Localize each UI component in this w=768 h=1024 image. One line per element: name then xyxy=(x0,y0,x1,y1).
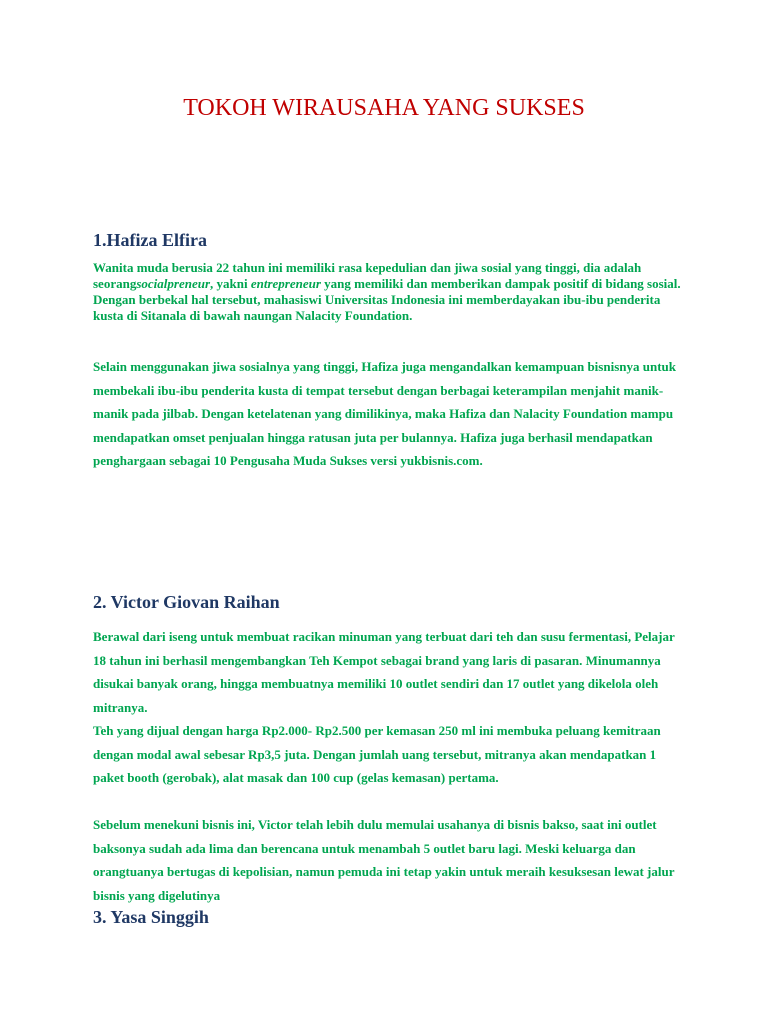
victor-paragraph-1: Berawal dari iseng untuk membuat racikan minuman yang terbuat dari teh dan susu fermentasi, Pelajar 18 tahun ini berhasil mengembangkan Teh Kempot sebagai brand yang laris di pasaran. Minumannya disukai banyak orang, hingga membuatnya memiliki 10 outlet sendiri dan 17 outlet yang dikelola oleh mitranya. xyxy=(93,629,675,715)
hafiza-paragraph-2: Selain menggunakan jiwa sosialnya yang tinggi, Hafiza juga mengandalkan kemampuan bisnisnya untuk membekali ibu-ibu penderita kusta di tempat tersebut dengan berbagai keterampilan menjahit manik-manik pada jilbab. Dengan ketelatenan yang dimilikinya, maka Hafiza dan Nalacity Foundation mampu mendapatkan omset penjualan hingga ratusan juta per bulannya. Hafiza juga berhasil mendapatkan penghargaan sebagai 10 Pengusaha Muda Sukses versi yukbisnis.com. xyxy=(93,359,676,468)
victor-paragraph-3: Sebelum menekuni bisnis ini, Victor telah lebih dulu memulai usahanya di bisnis bakso, saat ini outlet baksonya sudah ada lima dan berencana untuk menambah 5 outlet baru lagi. Meski keluarga dan orangtuanya bertugas di kepolisian, namun pemuda ini tetap yakin untuk meraih kesuksesan lewat jalur bisnis yang digelutinya xyxy=(93,817,675,903)
hafiza-p1-text-c: yang memiliki dan memberikan dampak positif di bidang sosial. Dengan berbekal hal tersebut, mahasiswi Universitas Indonesia ini memberdayakan ibu-ibu penderita kusta di Sitanala di bawah naungan Nalacity Foundation. xyxy=(93,276,681,323)
victor-paragraph-2: Teh yang dijual dengan harga Rp2.000- Rp2.500 per kemasan 250 ml ini membuka peluang kemitraan dengan modal awal sebesar Rp3,5 juta. Dengan jumlah uang tersebut, mitranya akan mendapatkan 1 paket booth (gerobak), alat masak dan 100 cup (gelas kemasan) pertama. xyxy=(93,723,661,785)
page-title: TOKOH WIRAUSAHA YANG SUKSES xyxy=(183,95,585,121)
hafiza-p1-em-socialpreneur: socialpreneur xyxy=(136,276,211,291)
hafiza-p1-em-entrepreneur: entrepreneur xyxy=(250,276,321,291)
section-heading-yasa: 3. Yasa Singgih xyxy=(93,907,209,927)
section-heading-victor: 2. Victor Giovan Raihan xyxy=(93,592,280,612)
hafiza-paragraph-1 xyxy=(93,260,683,324)
section-heading-hafiza: 1.Hafiza Elfira xyxy=(93,230,207,250)
hafiza-p1-text-b: , yakni xyxy=(210,276,251,291)
hafiza-p1-text-a: Wanita muda berusia 22 tahun ini memiliki rasa kepedulian dan jiwa sosial yang tinggi, dia adalah seorang xyxy=(93,260,642,291)
